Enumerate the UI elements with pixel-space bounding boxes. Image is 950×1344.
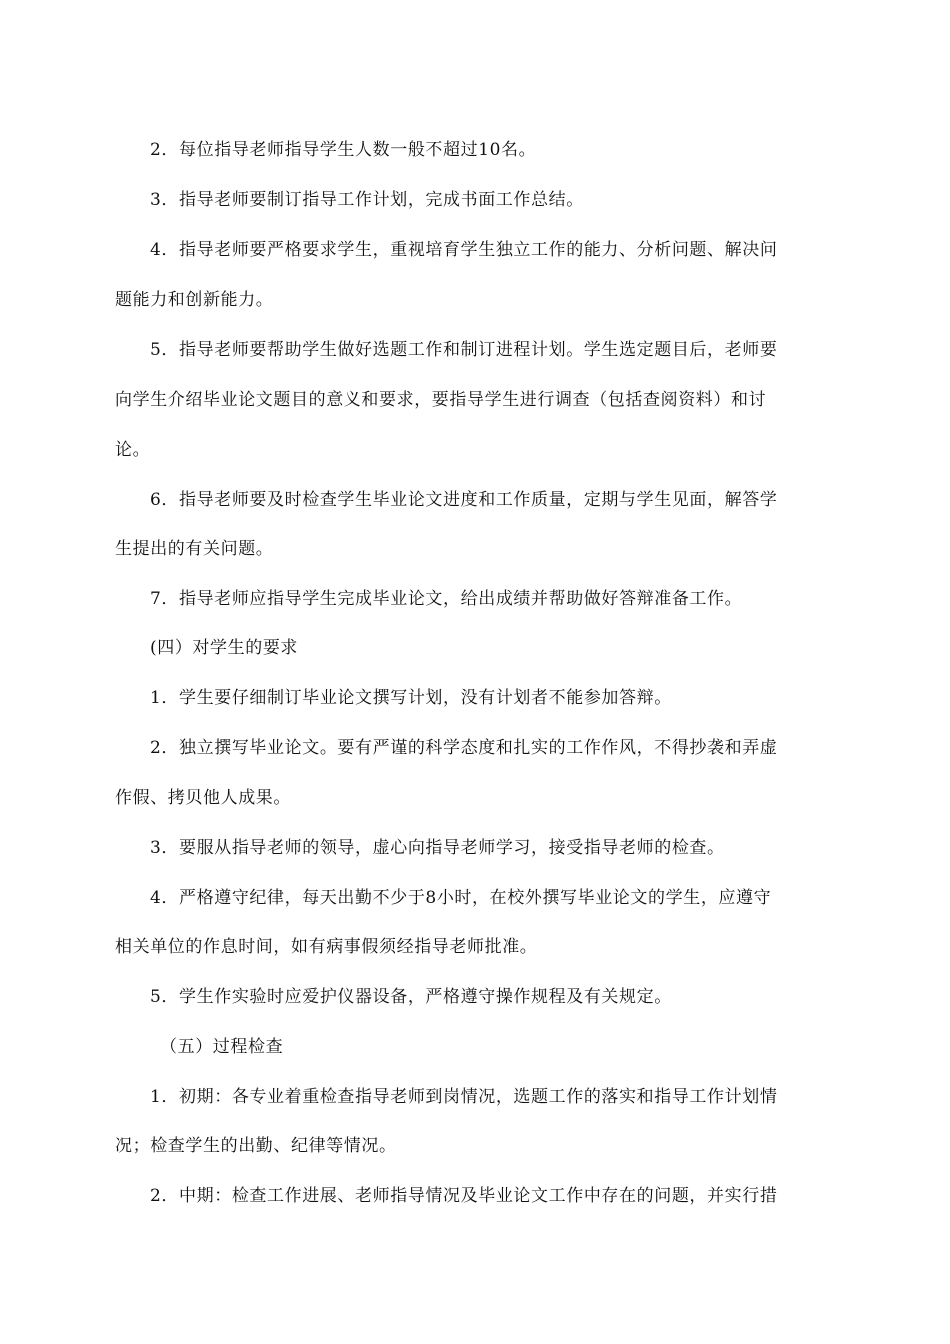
paragraph-line: 作假、拷贝他人成果。 bbox=[115, 788, 291, 808]
paragraph-line: 1．初期：各专业着重检查指导老师到岗情况，选题工作的落实和指导工作计划情 bbox=[150, 1087, 778, 1107]
paragraph-line: 题能力和创新能力。 bbox=[115, 290, 274, 310]
paragraph-line: 相关单位的作息时间，如有病事假须经指导老师批准。 bbox=[115, 937, 538, 957]
paragraph-line: 4．指导老师要严格要求学生，重视培育学生独立工作的能力、分析问题、解决问 bbox=[150, 240, 778, 260]
section-heading: （五）过程检查 bbox=[160, 1037, 284, 1057]
paragraph-line: 3．要服从指导老师的领导，虚心向指导老师学习，接受指导老师的检查。 bbox=[150, 838, 725, 858]
paragraph-line: 4．严格遵守纪律，每天出勤不少于8小时，在校外撰写毕业论文的学生，应遵守 bbox=[150, 888, 772, 908]
paragraph-line: 7．指导老师应指导学生完成毕业论文，给出成绩并帮助做好答辩准备工作。 bbox=[150, 589, 743, 609]
paragraph-line: 5．学生作实验时应爱护仪器设备，严格遵守操作规程及有关规定。 bbox=[150, 987, 672, 1007]
paragraph-line: 向学生介绍毕业论文题目的意义和要求，要指导学生进行调查（包括查阅资料）和讨 bbox=[115, 390, 767, 410]
paragraph-line: 6．指导老师要及时检查学生毕业论文进度和工作质量，定期与学生见面，解答学 bbox=[150, 490, 778, 510]
paragraph-line: 3．指导老师要制订指导工作计划，完成书面工作总结。 bbox=[150, 190, 584, 210]
paragraph-line: 2．中期：检查工作进展、老师指导情况及毕业论文工作中存在的问题，并实行措 bbox=[150, 1186, 778, 1206]
paragraph-line: 论。 bbox=[115, 440, 151, 460]
paragraph-line: 况；检查学生的出勤、纪律等情况。 bbox=[115, 1136, 397, 1156]
paragraph-line: 2．每位指导老师指导学生人数一般不超过10名。 bbox=[150, 140, 537, 160]
paragraph-line: 5．指导老师要帮助学生做好选题工作和制订进程计划。学生选定题目后，老师要 bbox=[150, 340, 778, 360]
paragraph-line: 生提出的有关问题。 bbox=[115, 539, 274, 559]
paragraph-line: 1．学生要仔细制订毕业论文撰写计划，没有计划者不能参加答辩。 bbox=[150, 688, 672, 708]
section-heading: (四）对学生的要求 bbox=[150, 638, 299, 658]
paragraph-line: 2．独立撰写毕业论文。要有严谨的科学态度和扎实的工作作风，不得抄袭和弄虚 bbox=[150, 738, 778, 758]
